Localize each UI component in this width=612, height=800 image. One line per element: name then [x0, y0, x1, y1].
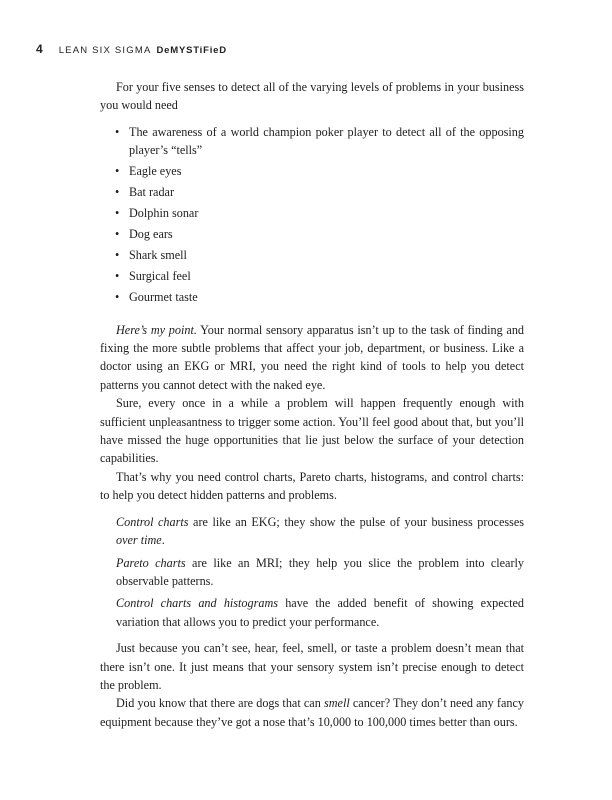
list-item-text: Dog ears [129, 227, 173, 242]
definition-histograms [116, 594, 524, 631]
definition-emphasis: over time [116, 533, 162, 548]
series-title: LEAN SIX SIGMA [58, 45, 152, 56]
list-item [100, 183, 524, 201]
bullet-icon: • [115, 227, 120, 242]
definition-pareto-charts [116, 554, 524, 591]
bullet-icon: • [115, 290, 120, 305]
bullet-icon: • [115, 206, 120, 221]
just-because-paragraph: Just because you can’t see, hear, feel, smell, or taste a problem doesn’t mean that there isn’t one. It just means that your sensory system isn’t precise enough to detect the problem. [100, 641, 524, 692]
point-paragraph [100, 321, 524, 395]
list-item-text: Shark smell [129, 248, 187, 263]
point-lead: Here’s my point. [116, 322, 197, 337]
bullet-icon: • [115, 269, 120, 284]
series-subtitle: DeMYSTiFieD [156, 45, 227, 56]
list-item-text: The awareness of a world champion poker player to detect all of the opposing player’s “tells” [129, 124, 524, 158]
running-head [36, 42, 227, 56]
definition-term: Control charts [116, 514, 189, 529]
definition-control-charts [116, 513, 524, 550]
definition-term: Pareto charts [116, 555, 186, 570]
bullet-icon: • [115, 185, 120, 200]
bullet-icon: • [115, 124, 120, 139]
definition-text: are like an EKG; they show the pulse of your business processes [188, 514, 524, 529]
list-item [100, 246, 524, 264]
definition-end: . [161, 533, 165, 548]
list-item-text: Dolphin sonar [129, 206, 199, 221]
dogs-paragraph [100, 694, 524, 731]
senses-list [100, 123, 524, 307]
bullet-icon: • [115, 248, 120, 263]
list-item-text: Gourmet taste [129, 290, 198, 305]
list-item [100, 225, 524, 243]
intro-paragraph: For your five senses to detect all of the varying levels of problems in your business you would need [100, 80, 524, 113]
body-text [100, 78, 524, 731]
page-number: 4 [36, 42, 43, 56]
list-item-text: Surgical feel [129, 269, 191, 284]
list-item [100, 267, 524, 285]
list-item-text: Bat radar [129, 185, 175, 200]
dogs-emphasis: smell [323, 696, 350, 711]
list-item [100, 123, 524, 160]
point-text: Your normal sensory apparatus isn’t up to the task of finding and fixing the more subtle problems that affect your job, department, or business. Like a doctor using an EKG or MRI, you need the right kind of tools to help you detect patterns you cannot detect with the naked eye. [100, 322, 525, 392]
definition-text: are like an MRI; they help you slice the problem into clearly observable patterns. [116, 555, 525, 588]
dogs-text-before: Did you know that there are dogs that can [116, 696, 324, 711]
list-item [100, 204, 524, 222]
thats-why-paragraph: That’s why you need control charts, Pareto charts, histograms, and control charts: to help you detect hidden patterns and problems. [100, 469, 524, 503]
list-item-text: Eagle eyes [129, 164, 182, 179]
sure-paragraph: Sure, every once in a while a problem will happen frequently enough with sufficient unpleasantness to trigger some action. You’ll feel good about that, but you’ll have missed the huge opportunities that lie just below the surface of your detection capabilities. [100, 396, 524, 466]
definition-text: have the added benefit of showing expected variation that allows you to predict your performance. [116, 596, 524, 629]
list-item [100, 288, 524, 306]
list-item [100, 162, 524, 180]
bullet-icon: • [115, 164, 120, 179]
definition-term: Control charts and histograms [116, 596, 278, 611]
dogs-text-after: cancer? They don’t need any fancy equipment because they’ve got a nose that’s 10,000 to 100,000 times better than ours. [100, 696, 524, 729]
